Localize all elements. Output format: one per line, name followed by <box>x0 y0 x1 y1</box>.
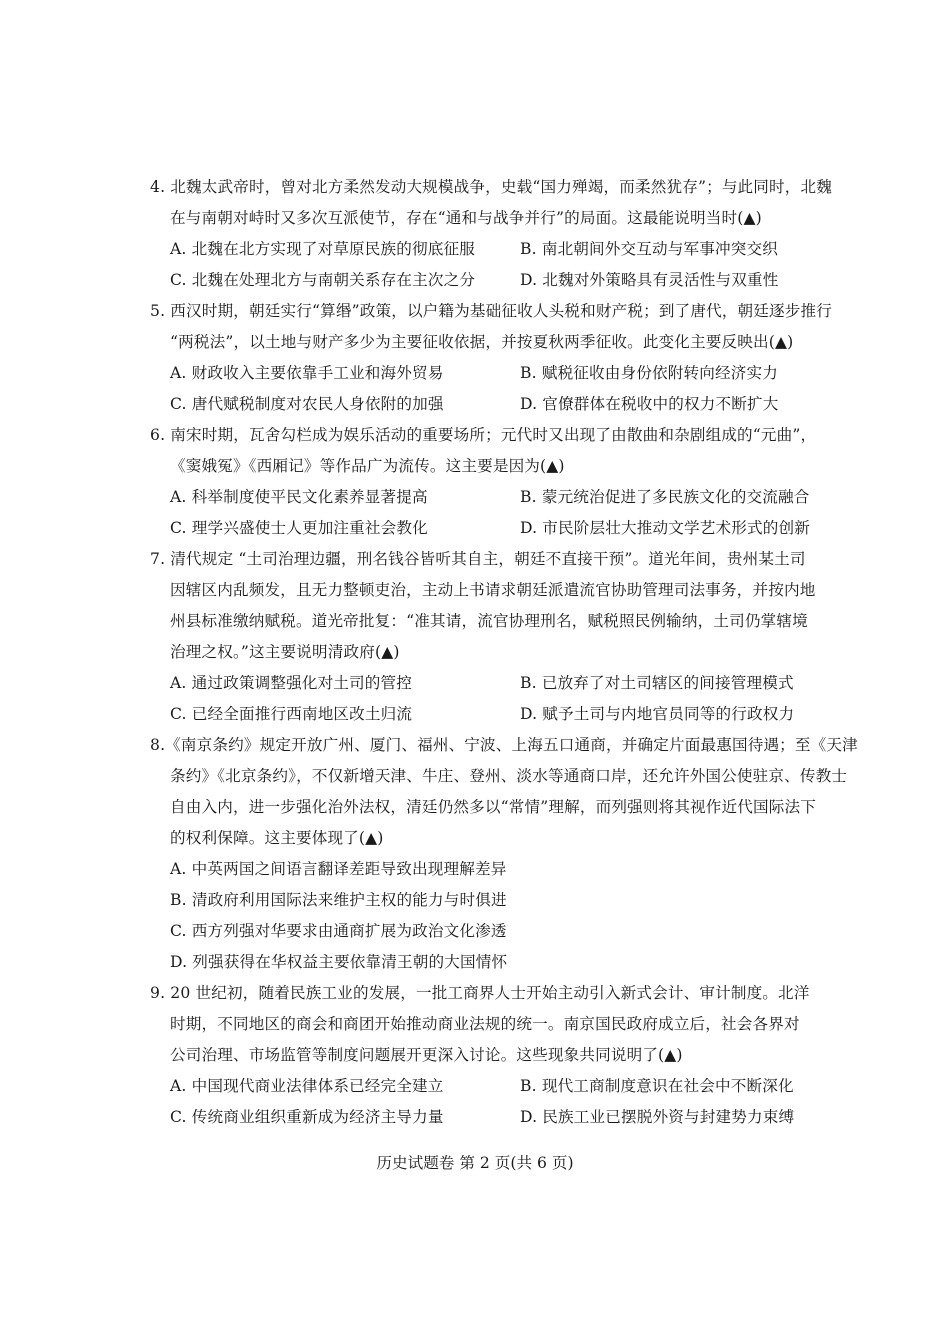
question-9-stem-line-3: 公司治理、市场监管等制度问题展开更深入讨论。这些现象共同说明了(▲) <box>170 1046 683 1064</box>
question-7-option-d: D. 赋予土司与内地官员同等的行政权力 <box>520 705 795 723</box>
question-4-option-a: A. 北魏在北方实现了对草原民族的彻底征服 <box>170 240 476 258</box>
question-9-option-b: B. 现代工商制度意识在社会中不断深化 <box>520 1077 794 1095</box>
question-6-option-c: C. 理学兴盛使士人更加注重社会教化 <box>170 519 428 537</box>
question-4-stem-line-2: 在与南朝对峙时又多次互派使节，存在“通和与战争并行”的局面。这最能说明当时(▲) <box>170 209 762 227</box>
question-9-option-a: A. 中国现代商业法律体系已经完全建立 <box>170 1077 444 1095</box>
question-4-stem-line-1: 4. 北魏太武帝时，曾对北方柔然发动大规模战争，史载“国力殚竭，而柔然犹存”；与此同时，北魏 <box>150 178 833 196</box>
question-8-option-d: D. 列强获得在华权益主要依靠清王朝的大国情怀 <box>170 953 508 971</box>
question-8-option-c: C. 西方列强对华要求由通商扩展为政治文化渗透 <box>170 922 507 940</box>
question-6-stem-line-2: 《窦娥冤》《西厢记》等作品广为流传。这主要是因为(▲) <box>170 457 565 475</box>
question-8-stem-line-3: 自由入内，进一步强化治外法权，清廷仍然多以“常情”理解，而列强则将其视作近代国际法下 <box>170 798 816 816</box>
question-7-stem-line-3: 州县标准缴纳赋税。道光帝批复：“准其请，流官协理刑名，赋税照民例输纳，土司仍掌辖境 <box>170 612 808 630</box>
question-8-stem-line-4: 的权利保障。这主要体现了(▲) <box>170 829 384 847</box>
question-7-stem-line-2: 因辖区内乱频发，且无力整顿吏治，主动上书请求朝廷派遣流官协助管理司法事务，并按内地 <box>170 581 816 599</box>
question-6-option-b: B. 蒙元统治促进了多民族文化的交流融合 <box>520 488 810 506</box>
question-8-stem-line-2: 条约》《北京条约》，不仅新增天津、牛庄、登州、淡水等通商口岸，还允许外国公使驻京、传教士 <box>170 767 848 785</box>
question-9-option-d: D. 民族工业已摆脱外资与封建势力束缚 <box>520 1108 795 1126</box>
question-4-option-c: C. 北魏在处理北方与南朝关系存在主次之分 <box>170 271 476 289</box>
question-4-option-b: B. 南北朝间外交互动与军事冲突交织 <box>520 240 778 258</box>
question-7-option-b: B. 已放弃了对土司辖区的间接管理模式 <box>520 674 794 692</box>
question-5-stem-line-1: 5. 西汉时期，朝廷实行“算缗”政策，以户籍为基础征收人头税和财产税；到了唐代，朝廷逐步推行 <box>150 302 833 320</box>
question-5-stem-line-2: “两税法”，以土地与财产多少为主要征收依据，并按夏秋两季征收。此变化主要反映出(▲) <box>170 333 794 351</box>
question-5-option-c: C. 唐代赋税制度对农民人身依附的加强 <box>170 395 444 413</box>
question-5-option-b: B. 赋税征收由身份依附转向经济实力 <box>520 364 778 382</box>
question-7-option-c: C. 已经全面推行西南地区改土归流 <box>170 705 413 723</box>
question-6-option-d: D. 市民阶层壮大推动文学艺术形式的创新 <box>520 519 810 537</box>
question-8-stem-line-1: 8.《南京条约》规定开放广州、厦门、福州、宁波、上海五口通商，并确定片面最惠国待遇；至《天津 <box>150 736 858 754</box>
question-4-option-d: D. 北魏对外策略具有灵活性与双重性 <box>520 271 779 289</box>
question-6-stem-line-1: 6. 南宋时期，瓦舍勾栏成为娱乐活动的重要场所；元代时又出现了由散曲和杂剧组成的“元曲”， <box>150 426 817 444</box>
question-9-stem-line-2: 时期，不同地区的商会和商团开始推动商业法规的统一。南京国民政府成立后，社会各界对 <box>170 1015 800 1033</box>
question-9-stem-line-1: 9. 20 世纪初，随着民族工业的发展，一批工商界人士开始主动引入新式会计、审计制度。北洋 <box>150 984 810 1002</box>
question-5-option-a: A. 财政收入主要依靠手工业和海外贸易 <box>170 364 444 382</box>
page-footer: 历史试题卷 第 2 页(共 6 页) <box>376 1154 574 1172</box>
question-6-option-a: A. 科举制度使平民文化素养显著提高 <box>170 488 428 506</box>
question-7-stem-line-1: 7. 清代规定 “土司治理边疆，刑名钱谷皆听其自主，朝廷不直接干预”。道光年间，贵州某土司 <box>150 550 806 568</box>
question-8-option-a: A. 中英两国之间语言翻译差距导致出现理解差异 <box>170 860 507 878</box>
question-8-option-b: B. 清政府利用国际法来维护主权的能力与时俱进 <box>170 891 507 909</box>
question-9-option-c: C. 传统商业组织重新成为经济主导力量 <box>170 1108 444 1126</box>
question-7-stem-line-4: 治理之权。”这主要说明清政府(▲) <box>170 643 400 661</box>
question-7-option-a: A. 通过政策调整强化对土司的管控 <box>170 674 413 692</box>
question-5-option-d: D. 官僚群体在税收中的权力不断扩大 <box>520 395 779 413</box>
